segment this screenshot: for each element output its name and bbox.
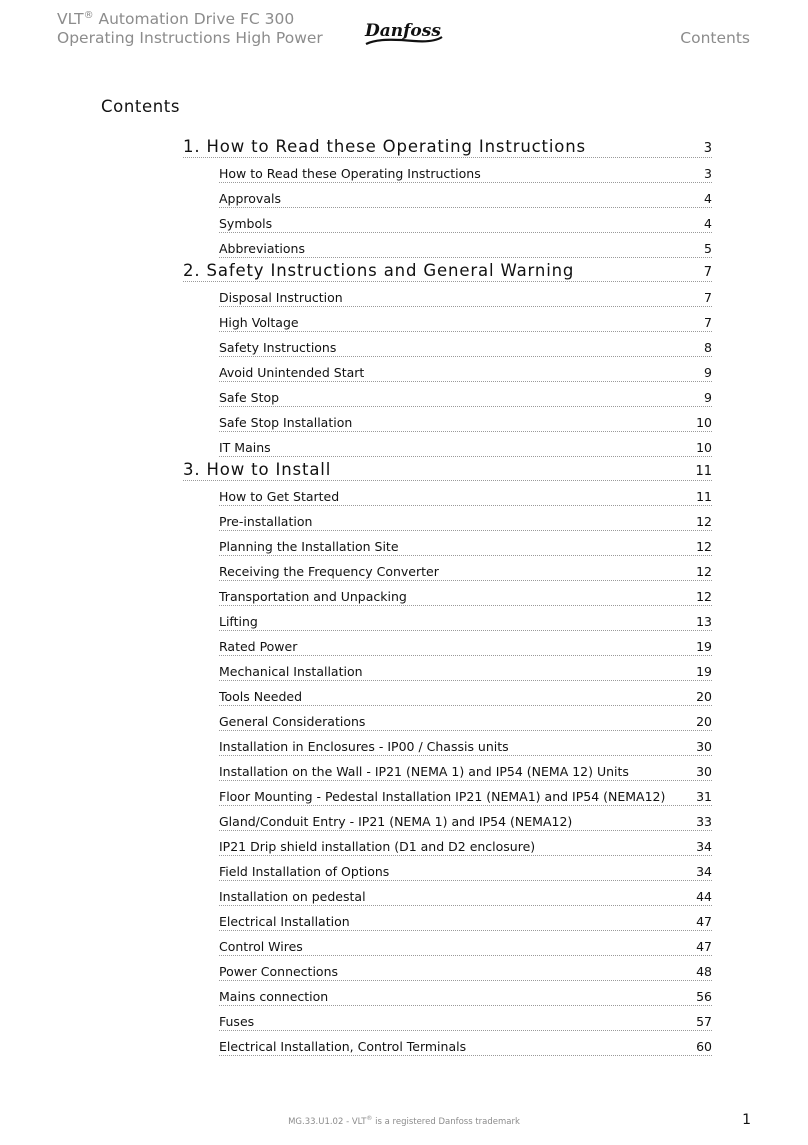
brand-name: VLT xyxy=(57,10,84,28)
section-title: Safe Stop xyxy=(219,390,280,405)
section-title: Symbols xyxy=(219,216,273,231)
danfoss-logo-mark xyxy=(362,14,446,48)
toc-section-entry[interactable] xyxy=(219,884,712,906)
section-page-number: 5 xyxy=(704,241,712,256)
section-title: Electrical Installation, Control Terminals xyxy=(219,1039,467,1054)
section-page-number: 57 xyxy=(696,1014,712,1029)
toc-section-entry[interactable] xyxy=(219,1034,712,1056)
toc-section-entry[interactable] xyxy=(219,1009,712,1031)
section-page-number: 12 xyxy=(696,514,712,529)
footer-trademark xyxy=(0,1117,808,1127)
header-section-label: Contents xyxy=(680,29,750,47)
danfoss-logo xyxy=(362,14,446,48)
toc-section-entry[interactable] xyxy=(219,834,712,856)
toc-section-entry[interactable] xyxy=(219,335,712,357)
section-title: General Considerations xyxy=(219,714,366,729)
toc-section-entry[interactable] xyxy=(219,934,712,956)
toc-chapter xyxy=(183,137,712,258)
section-page-number: 4 xyxy=(704,216,712,231)
section-page-number: 9 xyxy=(704,390,712,405)
document-subtitle: Operating Instructions High Power xyxy=(57,29,323,47)
section-page-number: 31 xyxy=(696,789,712,804)
section-page-number: 20 xyxy=(696,689,712,704)
section-page-number: 33 xyxy=(696,814,712,829)
registered-mark: ® xyxy=(83,9,94,21)
section-title: Fuses xyxy=(219,1014,255,1029)
toc-section-entry[interactable] xyxy=(219,509,712,531)
section-page-number: 56 xyxy=(696,989,712,1004)
toc-chapter-entry[interactable] xyxy=(183,137,712,158)
toc-section-entry[interactable] xyxy=(219,734,712,756)
section-title: Lifting xyxy=(219,614,258,629)
toc-section-entry[interactable] xyxy=(219,659,712,681)
section-title: Planning the Installation Site xyxy=(219,539,399,554)
section-page-number: 47 xyxy=(696,914,712,929)
toc-section-entry[interactable] xyxy=(219,559,712,581)
section-title: Installation in Enclosures - IP00 / Chassis units xyxy=(219,739,509,754)
toc-section-entry[interactable] xyxy=(219,784,712,806)
section-title: IT Mains xyxy=(219,440,271,455)
toc-section-entry[interactable] xyxy=(219,859,712,881)
section-title: Safety Instructions xyxy=(219,340,337,355)
section-page-number: 10 xyxy=(696,440,712,455)
section-title: Transportation and Unpacking xyxy=(219,589,407,604)
section-title: Avoid Unintended Start xyxy=(219,365,365,380)
section-page-number: 7 xyxy=(704,315,712,330)
trademark-note: is a registered Danfoss trademark xyxy=(372,1117,520,1127)
section-title: Gland/Conduit Entry - IP21 (NEMA 1) and IP54 (NEMA12) xyxy=(219,814,573,829)
section-page-number: 10 xyxy=(696,415,712,430)
section-title: Disposal Instruction xyxy=(219,290,343,305)
section-page-number: 19 xyxy=(696,664,712,679)
chapter-title: 3. How to Install xyxy=(183,460,332,479)
document-code: MG.33.U1.02 - VLT xyxy=(288,1117,367,1127)
section-page-number: 30 xyxy=(696,764,712,779)
section-page-number: 48 xyxy=(696,964,712,979)
section-title: Installation on the Wall - IP21 (NEMA 1) and IP54 (NEMA 12) Units xyxy=(219,764,629,779)
toc-section-entry[interactable] xyxy=(219,534,712,556)
section-page-number: 8 xyxy=(704,340,712,355)
section-title: Electrical Installation xyxy=(219,914,350,929)
toc-section-entry[interactable] xyxy=(219,236,712,258)
section-title: Mechanical Installation xyxy=(219,664,363,679)
toc-section-entry[interactable] xyxy=(219,310,712,332)
toc-section-entry[interactable] xyxy=(219,285,712,307)
section-page-number: 12 xyxy=(696,564,712,579)
toc-section-entry[interactable] xyxy=(219,186,712,208)
toc-chapter-entry[interactable] xyxy=(183,460,712,481)
table-of-contents xyxy=(183,137,712,1059)
section-title: How to Read these Operating Instructions xyxy=(219,166,481,181)
toc-section-entry[interactable] xyxy=(219,684,712,706)
section-title: Field Installation of Options xyxy=(219,864,390,879)
product-name: Automation Drive FC 300 xyxy=(93,10,295,28)
toc-section-entry[interactable] xyxy=(219,759,712,781)
chapter-page-number: 7 xyxy=(703,265,712,280)
chapter-title: 2. Safety Instructions and General Warning xyxy=(183,261,575,280)
toc-section-entry[interactable] xyxy=(219,584,712,606)
toc-chapter xyxy=(183,261,712,457)
footer-registered-mark: ® xyxy=(366,1115,373,1123)
chapter-sections xyxy=(183,285,712,457)
toc-section-entry[interactable] xyxy=(219,484,712,506)
section-page-number: 13 xyxy=(696,614,712,629)
product-line xyxy=(57,10,323,29)
chapter-page-number: 11 xyxy=(695,464,712,479)
section-title: Power Connections xyxy=(219,964,339,979)
chapter-sections xyxy=(183,161,712,258)
section-page-number: 34 xyxy=(696,864,712,879)
section-title: Receiving the Frequency Converter xyxy=(219,564,439,579)
toc-chapter xyxy=(183,460,712,1056)
toc-section-entry[interactable] xyxy=(219,609,712,631)
section-page-number: 30 xyxy=(696,739,712,754)
section-page-number: 7 xyxy=(704,290,712,305)
section-title: Tools Needed xyxy=(219,689,303,704)
section-page-number: 12 xyxy=(696,589,712,604)
section-title: Floor Mounting - Pedestal Installation IP21 (NEMA1) and IP54 (NEMA12) xyxy=(219,789,666,804)
section-page-number: 9 xyxy=(704,365,712,380)
section-title: Abbreviations xyxy=(219,241,305,256)
section-page-number: 3 xyxy=(704,166,712,181)
toc-section-entry[interactable] xyxy=(219,211,712,233)
toc-section-entry[interactable] xyxy=(219,809,712,831)
toc-section-entry[interactable] xyxy=(219,909,712,931)
section-title: Mains connection xyxy=(219,989,329,1004)
section-page-number: 44 xyxy=(696,889,712,904)
section-title: IP21 Drip shield installation (D1 and D2 enclosure) xyxy=(219,839,536,854)
toc-section-entry[interactable] xyxy=(219,161,712,183)
section-page-number: 34 xyxy=(696,839,712,854)
section-title: Rated Power xyxy=(219,639,298,654)
section-title: Installation on pedestal xyxy=(219,889,366,904)
section-title: Pre-installation xyxy=(219,514,313,529)
section-page-number: 11 xyxy=(696,489,712,504)
section-page-number: 4 xyxy=(704,191,712,206)
section-title: Safe Stop Installation xyxy=(219,415,353,430)
toc-section-entry[interactable] xyxy=(219,984,712,1006)
toc-section-entry[interactable] xyxy=(219,634,712,656)
section-title: How to Get Started xyxy=(219,489,340,504)
toc-section-entry[interactable] xyxy=(219,410,712,432)
section-page-number: 47 xyxy=(696,939,712,954)
section-title: High Voltage xyxy=(219,315,299,330)
chapter-title: 1. How to Read these Operating Instructions xyxy=(183,137,587,156)
running-header xyxy=(57,10,323,48)
section-page-number: 12 xyxy=(696,539,712,554)
page-number: 1 xyxy=(742,1112,751,1128)
section-page-number: 20 xyxy=(696,714,712,729)
chapter-sections xyxy=(183,484,712,1056)
section-page-number: 60 xyxy=(696,1039,712,1054)
chapter-page-number: 3 xyxy=(703,141,712,156)
section-page-number: 19 xyxy=(696,639,712,654)
toc-section-entry[interactable] xyxy=(219,709,712,731)
svg-text:Danfoss: Danfoss xyxy=(365,21,441,41)
toc-section-entry[interactable] xyxy=(219,959,712,981)
page-title: Contents xyxy=(101,97,181,116)
toc-chapter-entry[interactable] xyxy=(183,261,712,282)
toc-section-entry[interactable] xyxy=(219,435,712,457)
section-title: Control Wires xyxy=(219,939,303,954)
toc-section-entry[interactable] xyxy=(219,385,712,407)
toc-section-entry[interactable] xyxy=(219,360,712,382)
section-title: Approvals xyxy=(219,191,281,206)
